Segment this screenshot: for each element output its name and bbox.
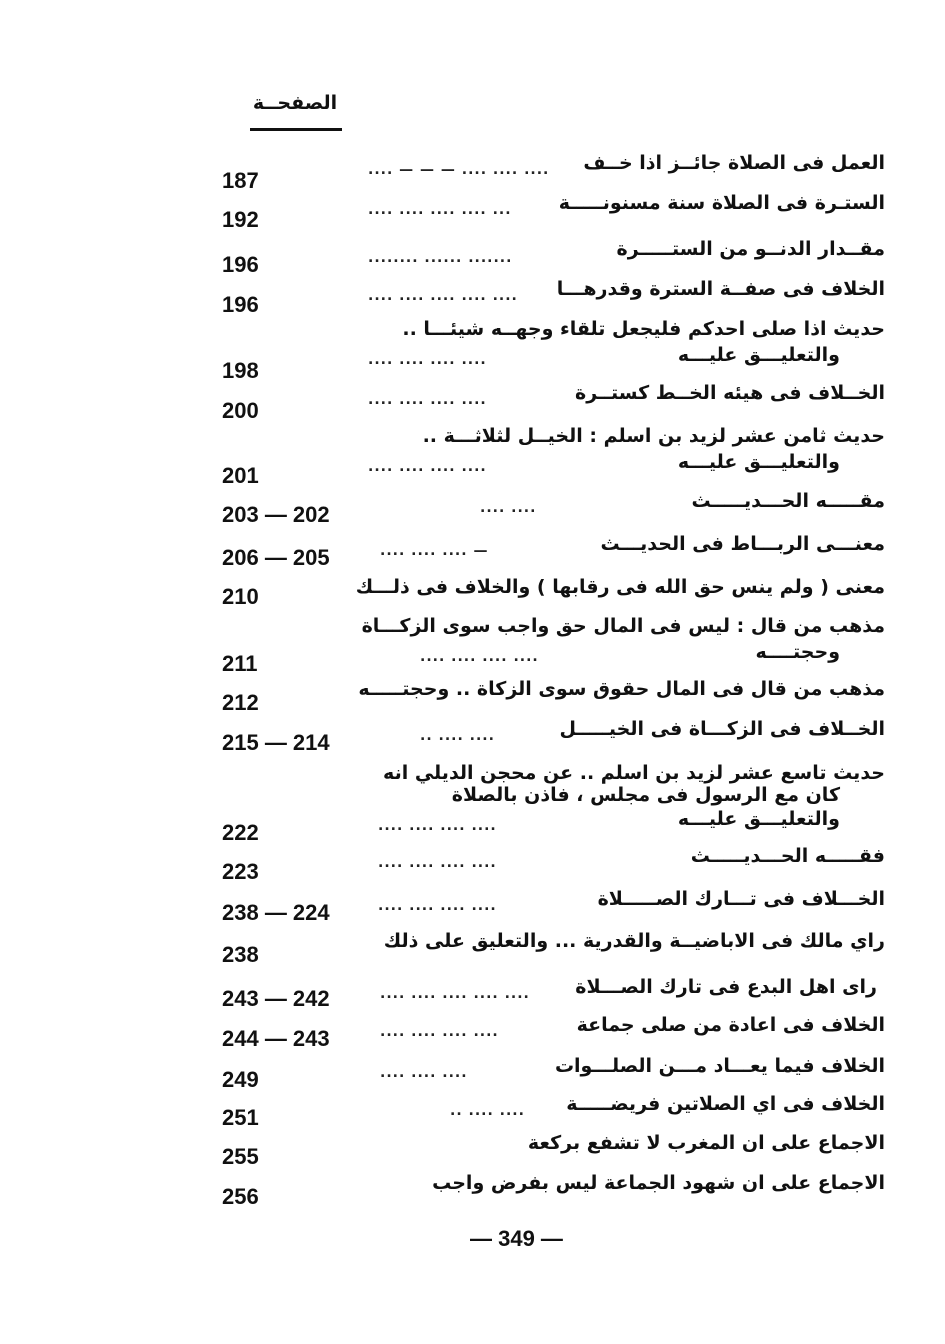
toc-entry-page: 255 [222, 1144, 259, 1169]
toc-entry-title: راي مالك فى الاباضيــة والقدرية ... والتعليق على ذلك [383, 930, 885, 952]
leader-dots: .... .... .... .... [368, 352, 487, 368]
leader-dots: .... .... .... .... [420, 649, 539, 665]
toc-entry-title: الخــلاف فى الزكـــاة فى الخيـــــل [559, 718, 885, 740]
leader-dots: .... .... .... .... [378, 818, 497, 834]
leader-dots: .... .... .... .... [380, 1024, 499, 1040]
toc-entry-page: 244 — 243 [222, 1026, 330, 1051]
toc-entry-title: راى اهل البدع فى تارك الصـــلاة [575, 976, 877, 998]
toc-entry-title-continued: والتعليـــق عليـــه [677, 808, 840, 830]
leader-dots: .. .... .... [450, 1103, 525, 1119]
toc-entry-title: الخلاف فى اي الصلاتين فريضـــــة [566, 1093, 885, 1115]
toc-entry-page: 196 [222, 292, 259, 317]
toc-entry-title-continued: كان مع الرسول فى مجلس ، فاذن بالصلاة [451, 784, 840, 806]
toc-entry-page: 215 — 214 [222, 730, 330, 755]
leader-dots: .. .... .... [420, 728, 495, 744]
toc-entry-page: 211 [222, 651, 258, 676]
leader-dots: .... .... .... .... .... [368, 288, 518, 304]
column-header-page: الصفحــة [252, 92, 338, 114]
leader-dots: .... .... .... — [380, 543, 489, 559]
toc-entry-title: فقـــــه الحـــديـــــث [690, 845, 885, 867]
toc-entry-page: 222 [222, 820, 259, 845]
leader-dots: .... .... .... .... [378, 898, 497, 914]
toc-entry-title: الخلاف فيما يعـــاد مـــن الصلـــوات [554, 1055, 885, 1077]
toc-entry-title: حديث ثامن عشر لزيد بن اسلم : الخيــل لثلاثـــة .. [422, 425, 885, 447]
toc-entry-title: مقــدار الدنــو من الستـــــرة [616, 238, 885, 260]
toc-entry-title: العمل فى الصلاة جائــز اذا خــف [583, 152, 885, 174]
toc-entry-page: 201 [222, 463, 259, 488]
toc-entry-title: مذهب من قال : ليس فى المال حق واجب سوى الزكـــاة [361, 615, 885, 637]
toc-entry-title: الاجماع على ان المغرب لا تشفع بركعة [527, 1132, 885, 1154]
toc-entry-title: الخـــلاف فى تـــارك الصـــــلاة [597, 888, 885, 910]
toc-entry-title: الستـرة فى الصلاة سنة مسنونـــــة [558, 192, 885, 214]
toc-entry-title: حديث اذا صلى احدكم فليجعل تلقاء وجهــه شيئـــا .. [402, 318, 885, 340]
toc-entry-page: 212 [222, 690, 259, 715]
toc-entry-page: 223 [222, 859, 259, 884]
toc-entry-page: 243 — 242 [222, 986, 330, 1011]
toc-entry-page: 206 — 205 [222, 545, 330, 570]
toc-entry-page: 238 [222, 942, 259, 967]
leader-dots: .... .... .... [380, 1065, 468, 1081]
toc-entry-title: الخلاف فى اعادة من صلى جماعة [576, 1014, 885, 1036]
leader-dots: .... .... .... .... [368, 459, 487, 475]
toc-entry-page: 200 [222, 398, 259, 423]
toc-entry-page: 192 [222, 207, 259, 232]
toc-entry-title-continued: وحجتــــه [755, 641, 840, 663]
toc-entry-title: الخلاف فى صفــة السترة وقدرهـــا [556, 278, 885, 300]
leader-dots: .... .... .... .... .... [380, 986, 530, 1002]
leader-dots: .... .... .... .... ... [368, 202, 512, 218]
toc-entry-page: 187 [222, 168, 259, 193]
toc-entry-page: 210 [222, 584, 259, 609]
toc-entry-title-continued: والتعليـــق عليـــه [677, 344, 840, 366]
toc-entry-title: الاجماع على ان شهود الجماعة ليس بفرض واجب [432, 1172, 885, 1194]
toc-entry-title: الخــلاف فى هيئه الخــط كستــرة [575, 382, 885, 404]
toc-entry-page: 198 [222, 358, 259, 383]
toc-entry-title: مقـــــه الحـــديـــــث [691, 490, 885, 512]
toc-entry-page: 256 [222, 1184, 259, 1209]
leader-dots: .... — — — .... .... .... [368, 162, 550, 178]
toc-entry-title: معنى ( ولم ينس حق الله فى رقابها ) والخلاف فى ذلـــك [355, 576, 885, 598]
toc-entry-title: مذهب من قال فى المال حقوق سوى الزكاة .. وحجتـــــه [358, 678, 885, 700]
leader-dots: ........ ...... ....... [368, 250, 513, 266]
header-underline [250, 128, 342, 131]
toc-entry-page: 249 [222, 1067, 259, 1092]
page-number-footer: — 349 — [470, 1226, 563, 1251]
toc-entry-page: 196 [222, 252, 259, 277]
toc-entry-page: 203 — 202 [222, 502, 330, 527]
toc-entry-title-continued: والتعليـــق عليـــه [677, 451, 840, 473]
leader-dots: .... .... [480, 500, 537, 516]
toc-entry-title: حديث تاسع عشر لزيد بن اسلم .. عن محجن الديلي انه [383, 762, 885, 784]
toc-entry-page: 251 [222, 1105, 259, 1130]
leader-dots: .... .... .... .... [378, 855, 497, 871]
leader-dots: .... .... .... .... [368, 392, 487, 408]
toc-entry-title: معنـــى الربـــاط فى الحديـــث [600, 533, 885, 555]
toc-entry-page: 238 — 224 [222, 900, 330, 925]
